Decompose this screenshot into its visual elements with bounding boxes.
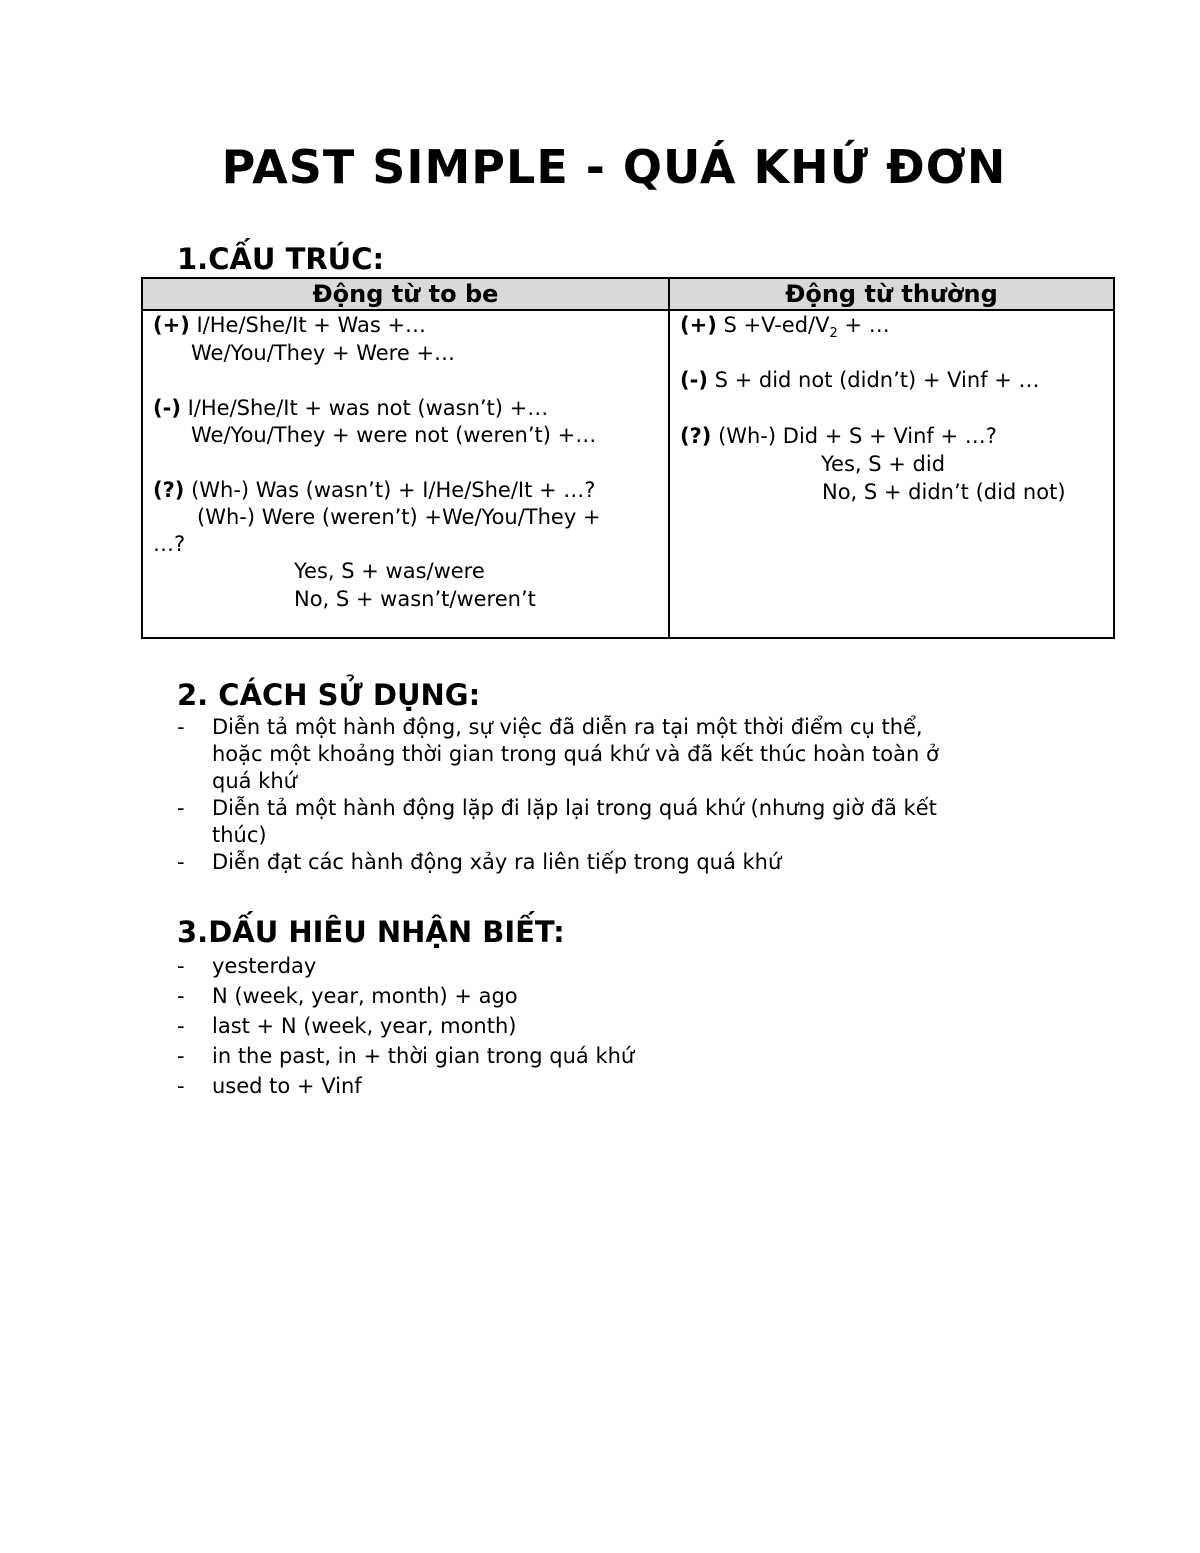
section-usage-heading: 2. CÁCH SỬ DỤNG: — [177, 678, 481, 712]
structure-table — [141, 277, 1115, 639]
positive-mark: (+) — [680, 313, 717, 337]
bullet-dash: - — [177, 715, 185, 739]
list-item: - yesterday — [177, 954, 317, 978]
to-be-positive-line-1: (+) I/He/She/It + Was +… — [153, 313, 427, 337]
list-item: - N (week, year, month) + ago — [177, 984, 518, 1008]
list-item: - Diễn đạt các hành động xảy ra liên tiếp trong quá khứ — [177, 850, 782, 874]
page-title: PAST SIMPLE - QUÁ KHỨ ĐƠN — [221, 140, 1007, 194]
signs-list — [177, 951, 634, 1101]
bullet-dash: - — [177, 796, 185, 820]
list-item: - Diễn tả một hành động, sự việc đã diễn ra tại một thời điểm cụ thể, hoặc một khoảng thời gian trong quá khứ và đã kết thúc hoàn toàn ở quá khứ — [177, 715, 939, 793]
to-be-question-line-3: …? — [153, 532, 186, 556]
regular-question-line: (?) (Wh-) Did + S + Vinf + …? — [680, 424, 997, 448]
question-mark: (?) — [680, 424, 712, 448]
to-be-negative-line-1: (-) I/He/She/It + was not (wasn’t) +… — [153, 396, 549, 420]
table-header-row — [142, 278, 1114, 310]
regular-negative-line: (-) S + did not (didn’t) + Vinf + … — [680, 368, 1040, 392]
regular-no-answer: No, S + didn’t (did not) — [822, 480, 1066, 504]
subscript-two: 2 — [829, 326, 838, 342]
regular-positive-line: (+) $S +V-ed/V_2$ + … — [680, 313, 890, 342]
bullet-dash: - — [177, 850, 185, 874]
question-mark: (?) — [153, 478, 185, 502]
to-be-negative-line-2: We/You/They + were not (weren’t) +… — [191, 423, 597, 447]
list-item: - in the past, in + thời gian trong quá khứ — [177, 1044, 635, 1068]
list-item: - last + N (week, year, month) — [177, 1014, 517, 1038]
to-be-yes-answer: Yes, S + was/were — [294, 559, 485, 583]
header-to-be: Động từ to be — [142, 278, 669, 310]
usage-list — [177, 714, 939, 876]
regular-verb-cell — [669, 310, 1114, 638]
positive-mark: (+) — [153, 313, 190, 337]
section-structure-heading: 1.CẤU TRÚC: — [177, 242, 385, 276]
to-be-question-line-2: (Wh-) Were (weren’t) +We/You/They + — [197, 505, 601, 529]
header-regular-verb: Động từ thường — [669, 278, 1114, 310]
list-item: - used to + Vinf — [177, 1074, 362, 1098]
to-be-no-answer: No, S + wasn’t/weren’t — [294, 587, 536, 611]
negative-mark: (-) — [680, 368, 708, 392]
to-be-positive-line-2: We/You/They + Were +… — [191, 341, 456, 365]
to-be-cell — [142, 310, 669, 638]
table-row — [142, 310, 1114, 638]
negative-mark: (-) — [153, 396, 181, 420]
to-be-question-line-1: (?) (Wh-) Was (wasn’t) + I/He/She/It + …? — [153, 478, 596, 502]
list-item: - Diễn tả một hành động lặp đi lặp lại trong quá khứ (nhưng giờ đã kết thúc) — [177, 796, 937, 847]
regular-yes-answer: Yes, S + did — [821, 452, 946, 476]
section-signs-heading: 3.DẤU HIÊU NHẬN BIẾT: — [177, 915, 565, 949]
